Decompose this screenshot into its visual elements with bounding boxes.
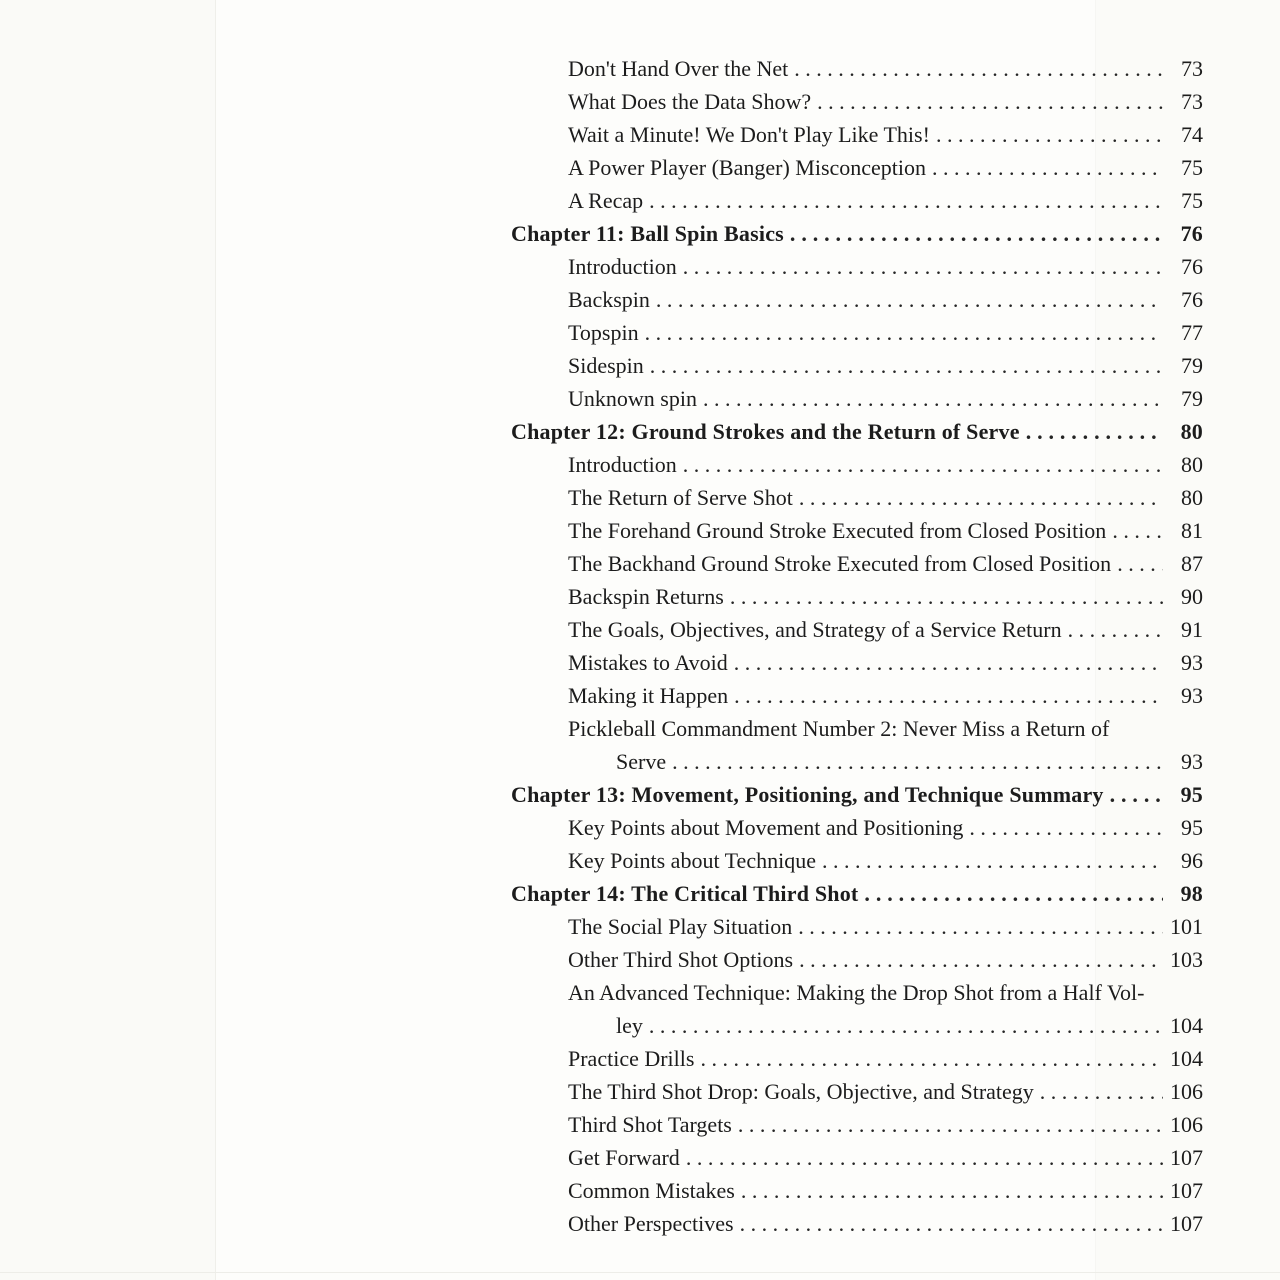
toc-entry: [511, 1174, 1203, 1207]
toc-entry: [511, 1207, 1203, 1240]
toc-entry-page: 104: [1170, 1013, 1203, 1038]
toc-entry-page: 91: [1181, 617, 1203, 642]
toc-entry-label: ley: [616, 1013, 643, 1038]
toc-entry: [511, 811, 1203, 844]
toc-entry: [511, 52, 1203, 85]
toc-entry: [511, 349, 1203, 382]
toc-entry: [511, 448, 1203, 481]
toc-entry-page: 90: [1181, 584, 1203, 609]
toc-entry-label: Chapter 12: Ground Strokes and the Return of Serve: [511, 419, 1020, 444]
toc-entry-label: Other Perspectives: [568, 1211, 734, 1236]
toc-entry: [511, 1009, 1203, 1042]
toc-entry-label: Serve: [616, 749, 667, 774]
toc-entry: [511, 514, 1203, 547]
toc-entry-page: 107: [1170, 1178, 1203, 1203]
dot-leader: [738, 1108, 1163, 1141]
toc-entry-page: 98: [1180, 881, 1203, 906]
dot-leader: [649, 184, 1163, 217]
toc-entry: [511, 1042, 1203, 1075]
toc-entry-page: 107: [1170, 1145, 1203, 1170]
toc-entry-label: The Backhand Ground Stroke Executed from Closed Position: [568, 551, 1112, 576]
toc-entry: [511, 1108, 1203, 1141]
toc-entry: [511, 547, 1203, 580]
toc-entry-page: 80: [1181, 452, 1203, 477]
toc-entry-page: 103: [1170, 947, 1203, 972]
toc-entry-page: 96: [1181, 848, 1203, 873]
dot-leader: [1117, 547, 1163, 580]
toc-entry-label: The Third Shot Drop: Goals, Objective, and Strategy: [568, 1079, 1034, 1104]
toc-entry: [511, 184, 1203, 217]
toc-entry-page: 106: [1170, 1112, 1203, 1137]
toc-entry-page: 81: [1181, 518, 1203, 543]
toc-entry: [511, 283, 1203, 316]
toc-entry-label: A Recap: [568, 188, 644, 213]
dot-leader: [683, 448, 1163, 481]
toc-list: [511, 52, 1203, 1240]
toc-entry: [511, 382, 1203, 415]
toc-entry-label: Get Forward: [568, 1145, 680, 1170]
toc-entry-page: 93: [1181, 749, 1203, 774]
dot-leader: [741, 1174, 1163, 1207]
toc-entry-label: Key Points about Technique: [568, 848, 816, 873]
toc-entry-label: Common Mistakes: [568, 1178, 735, 1203]
toc-entry-label: What Does the Data Show?: [568, 89, 812, 114]
toc-entry: [511, 580, 1203, 613]
photo-left-margin: [0, 0, 215, 1280]
toc-entry-page: 76: [1180, 221, 1203, 246]
toc-entry: [511, 415, 1203, 448]
toc-entry-label: Wait a Minute! We Don't Play Like This!: [568, 122, 930, 147]
dot-leader: [1026, 415, 1163, 448]
toc-entry-label: Practice Drills: [568, 1046, 695, 1071]
toc-entry-label: The Goals, Objectives, and Strategy of a Service Return: [568, 617, 1062, 642]
dot-leader: [683, 250, 1163, 283]
toc-entry: [511, 85, 1203, 118]
toc-entry: [511, 976, 1203, 1009]
toc-entry-page: 104: [1170, 1046, 1203, 1071]
dot-leader: [1110, 778, 1163, 811]
page-paper: [215, 0, 1203, 1280]
toc-entry-page: 95: [1180, 782, 1203, 807]
dot-leader: [734, 646, 1163, 679]
dot-leader: [645, 316, 1163, 349]
dot-leader: [649, 1009, 1163, 1042]
toc-entry: [511, 910, 1203, 943]
toc-entry-page: 106: [1170, 1079, 1203, 1104]
dot-leader: [740, 1207, 1163, 1240]
toc-entry-page: 101: [1170, 914, 1203, 939]
toc-entry: [511, 679, 1203, 712]
dot-leader: [932, 151, 1163, 184]
dot-leader: [864, 877, 1163, 910]
toc-entry-page: 95: [1181, 815, 1203, 840]
dot-leader: [822, 844, 1163, 877]
toc-entry: [511, 778, 1203, 811]
toc-entry-page: 79: [1181, 353, 1203, 378]
toc-entry-page: 80: [1181, 485, 1203, 510]
toc-entry-label: The Social Play Situation: [568, 914, 793, 939]
toc-entry-label: Sidespin: [568, 353, 644, 378]
dot-leader: [790, 217, 1163, 250]
toc-entry-page: 74: [1181, 122, 1203, 147]
toc-entry: [511, 943, 1203, 976]
toc-entry-label: A Power Player (Banger) Misconception: [568, 155, 927, 180]
dot-leader: [1112, 514, 1163, 547]
toc-entry: [511, 646, 1203, 679]
dot-leader: [936, 118, 1163, 151]
dot-leader: [1068, 613, 1163, 646]
dot-leader: [650, 349, 1163, 382]
toc-entry: [511, 316, 1203, 349]
toc-entry-label: The Forehand Ground Stroke Executed from Closed Position: [568, 518, 1107, 543]
dot-leader: [686, 1141, 1163, 1174]
toc-entry: [511, 151, 1203, 184]
toc-entry-label: Chapter 14: The Critical Third Shot: [511, 881, 859, 906]
toc-entry-label: Backspin: [568, 287, 650, 312]
dot-leader: [656, 283, 1163, 316]
dot-leader: [1040, 1075, 1163, 1108]
toc-entry: [511, 613, 1203, 646]
toc-entry: [511, 250, 1203, 283]
toc-entry-label: Chapter 13: Movement, Positioning, and Technique Summary: [511, 782, 1104, 807]
toc-entry-page: 107: [1170, 1211, 1203, 1236]
toc-entry-label: Other Third Shot Options: [568, 947, 794, 972]
toc-entry: [511, 877, 1203, 910]
dot-leader: [700, 1042, 1163, 1075]
dot-leader: [794, 52, 1163, 85]
toc-entry: [511, 712, 1203, 745]
toc-entry-label: Making it Happen: [568, 683, 729, 708]
dot-leader: [798, 910, 1163, 943]
toc-entry-label: Key Points about Movement and Positioning: [568, 815, 964, 840]
toc-entry: [511, 745, 1203, 778]
toc-entry-label: Backspin Returns: [568, 584, 724, 609]
toc-entry-page: 73: [1181, 56, 1203, 81]
toc-entry: [511, 1075, 1203, 1108]
dot-leader: [730, 580, 1163, 613]
toc-entry: [511, 217, 1203, 250]
dot-leader: [703, 382, 1163, 415]
toc-entry: [511, 1141, 1203, 1174]
dot-leader: [969, 811, 1163, 844]
toc-entry-label: Pickleball Commandment Number 2: Never Miss a Return of: [568, 716, 1110, 741]
toc-entry: [511, 118, 1203, 151]
toc-entry-label: Chapter 11: Ball Spin Basics: [511, 221, 784, 246]
toc-entry-page: 75: [1181, 188, 1203, 213]
toc-entry-page: 93: [1181, 650, 1203, 675]
dot-leader: [799, 481, 1163, 514]
photo-bottom-seam: [0, 1272, 1280, 1273]
toc-entry-label: Introduction: [568, 452, 677, 477]
dot-leader: [799, 943, 1163, 976]
toc-entry-label: The Return of Serve Shot: [568, 485, 793, 510]
toc-entry-page: 87: [1181, 551, 1203, 576]
dot-leader: [817, 85, 1163, 118]
toc-entry-label: Third Shot Targets: [568, 1112, 732, 1137]
dot-leader: [734, 679, 1163, 712]
toc-entry-page: 80: [1180, 419, 1203, 444]
dot-leader: [672, 745, 1163, 778]
toc-entry-label: Introduction: [568, 254, 677, 279]
toc-entry-page: 79: [1181, 386, 1203, 411]
toc-entry-label: An Advanced Technique: Making the Drop Shot from a Half Vol-: [568, 980, 1145, 1005]
toc-entry-page: 73: [1181, 89, 1203, 114]
toc-entry-page: 93: [1181, 683, 1203, 708]
toc-entry-label: Don't Hand Over the Net: [568, 56, 789, 81]
toc-entry-label: Mistakes to Avoid: [568, 650, 728, 675]
toc-entry: [511, 481, 1203, 514]
toc-entry-label: Topspin: [568, 320, 639, 345]
toc-entry-page: 76: [1181, 287, 1203, 312]
toc-entry-page: 76: [1181, 254, 1203, 279]
toc-entry: [511, 844, 1203, 877]
toc-entry-label: Unknown spin: [568, 386, 697, 411]
toc-entry-page: 75: [1181, 155, 1203, 180]
toc-entry-page: 77: [1181, 320, 1203, 345]
